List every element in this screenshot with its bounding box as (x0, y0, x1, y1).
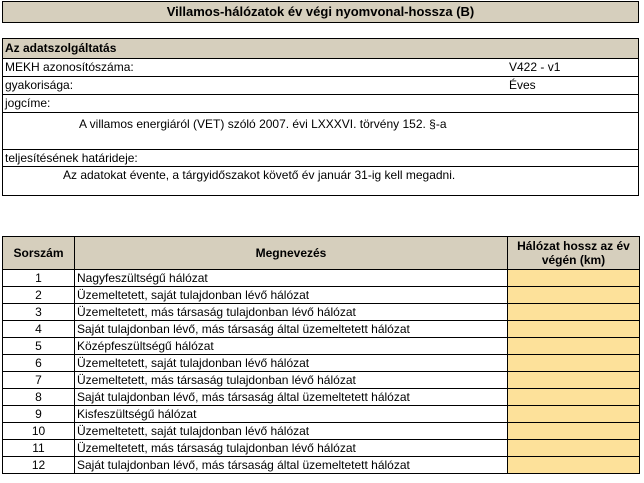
network-length-input[interactable] (508, 406, 640, 423)
table-row (3, 287, 640, 304)
network-length-input[interactable] (508, 423, 640, 440)
row-name: Üzemeltetett, más társaság tulajdonban lévő hálózat (75, 440, 508, 457)
network-length-input[interactable] (508, 321, 640, 338)
deadline-label: teljesítésének határideje: (5, 151, 138, 165)
table-row (3, 423, 640, 440)
network-length-input[interactable] (508, 440, 640, 457)
row-number: 9 (3, 406, 75, 423)
row-number: 2 (3, 287, 75, 304)
network-length-input[interactable] (508, 457, 640, 474)
table-row (3, 389, 640, 406)
legal-basis-label: jogcíme: (5, 96, 51, 110)
frequency-row (3, 77, 638, 93)
network-length-input[interactable] (508, 355, 640, 372)
mekh-id-value: V422 - v1 (509, 60, 561, 74)
row-number: 10 (3, 423, 75, 440)
table-row (3, 321, 640, 338)
row-name: Saját tulajdonban lévő, más társaság által üzemeltetett hálózat (75, 389, 508, 406)
row-name: Üzemeltetett, saját tulajdonban lévő hálózat (75, 423, 508, 440)
row-number: 3 (3, 304, 75, 321)
column-header-megnevezes: Megnevezés (75, 237, 508, 270)
row-number: 12 (3, 457, 75, 474)
network-length-input[interactable] (508, 372, 640, 389)
table-row (3, 372, 640, 389)
row-number: 7 (3, 372, 75, 389)
network-length-input[interactable] (508, 304, 640, 321)
divider (3, 112, 638, 113)
table-header-row (3, 237, 640, 270)
column-header-halozat-hossz: Hálózat hossz az év végén (km) (508, 237, 640, 270)
row-name: Középfeszültségű hálózat (75, 338, 508, 355)
row-name: Üzemeltetett, más társaság tulajdonban lévő hálózat (75, 304, 508, 321)
network-length-input[interactable] (508, 287, 640, 304)
row-number: 4 (3, 321, 75, 338)
info-section (2, 38, 639, 196)
row-name: Üzemeltetett, más társaság tulajdonban lévő hálózat (75, 372, 508, 389)
row-number: 6 (3, 355, 75, 372)
network-length-table (2, 236, 640, 474)
table-row (3, 304, 640, 321)
form-title: Villamos-hálózatok év végi nyomvonal-hossza (B) (2, 1, 639, 23)
row-number: 11 (3, 440, 75, 457)
frequency-label: gyakorisága: (5, 78, 74, 92)
legal-basis-row (3, 95, 638, 111)
frequency-value: Éves (509, 78, 536, 92)
table-row (3, 355, 640, 372)
table-row (3, 440, 640, 457)
mekh-id-label: MEKH azonosítószáma: (5, 60, 134, 74)
network-length-input[interactable] (508, 270, 640, 287)
table-row (3, 270, 640, 287)
row-name: Saját tulajdonban lévő, más társaság által üzemeltetett hálózat (75, 457, 508, 474)
row-number: 1 (3, 270, 75, 287)
row-name: Kisfeszültségű hálózat (75, 406, 508, 423)
legal-basis-text: A villamos energiáról (VET) szóló 2007. évi LXXXVI. törvény 152. §-a (79, 117, 447, 131)
network-length-input[interactable] (508, 338, 640, 355)
deadline-text: Az adatokat évente, a tárgyidőszakot követő év január 31-ig kell megadni. (63, 168, 456, 182)
row-number: 5 (3, 338, 75, 355)
mekh-id-row (3, 59, 638, 75)
row-number: 8 (3, 389, 75, 406)
network-length-input[interactable] (508, 389, 640, 406)
row-name: Üzemeltetett, saját tulajdonban lévő hálózat (75, 287, 508, 304)
table-row (3, 406, 640, 423)
info-heading: Az adatszolgáltatás (3, 39, 638, 59)
column-header-sorszam: Sorszám (3, 237, 75, 270)
row-name: Nagyfeszültségű hálózat (75, 270, 508, 287)
table-row (3, 338, 640, 355)
row-name: Üzemeltetett, saját tulajdonban lévő hálózat (75, 355, 508, 372)
row-name: Saját tulajdonban lévő, más társaság által üzemeltetett hálózat (75, 321, 508, 338)
table-row (3, 457, 640, 474)
